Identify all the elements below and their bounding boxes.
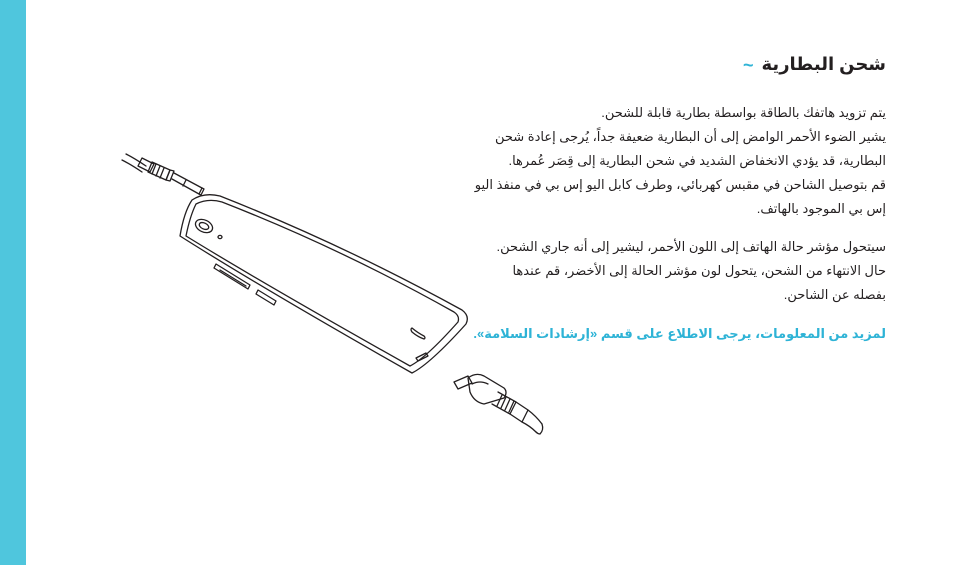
paragraph-line: يتم تزويد هاتفك بالطاقة بواسطة بطارية قابلة للشحن.	[601, 105, 886, 120]
safety-note: لمزيد من المعلومات، يرجى الاطلاع على قسم «إرشادات السلامة».	[473, 326, 886, 341]
paragraph-line: حال الانتهاء من الشحن، يتحول لون مؤشر الحالة إلى الأخضر، قم عندها	[512, 263, 886, 278]
paragraph-line: قم بتوصيل الشاحن في مقبس كهربائي، وطرف كابل اليو إس بي في منفذ اليو	[474, 177, 886, 192]
title-tilde-marker: ~	[743, 54, 754, 75]
charger-plug-icon	[122, 154, 204, 195]
phone-back-icon	[180, 195, 467, 373]
side-color-bar	[0, 0, 26, 565]
paragraph-line: إس بي الموجود بالهاتف.	[756, 201, 886, 216]
paragraph-line: البطارية، قد يؤدي الانخفاض الشديد في شحن البطارية إلى قِصَر عُمرها.	[508, 153, 886, 168]
usb-connector-icon	[454, 374, 543, 434]
charging-illustration	[112, 140, 562, 440]
paragraph-line: يشير الضوء الأحمر الوامض إلى أن البطارية ضعيفة جداً، يُرجى إعادة شحن	[494, 129, 886, 144]
page-title: شحن البطارية	[761, 54, 886, 74]
section-header	[743, 54, 886, 75]
paragraph-line: سيتحول مؤشر حالة الهاتف إلى اللون الأحمر، ليشير إلى أنه جاري الشحن.	[496, 239, 886, 254]
paragraph-line: بفصله عن الشاحن.	[783, 287, 886, 302]
